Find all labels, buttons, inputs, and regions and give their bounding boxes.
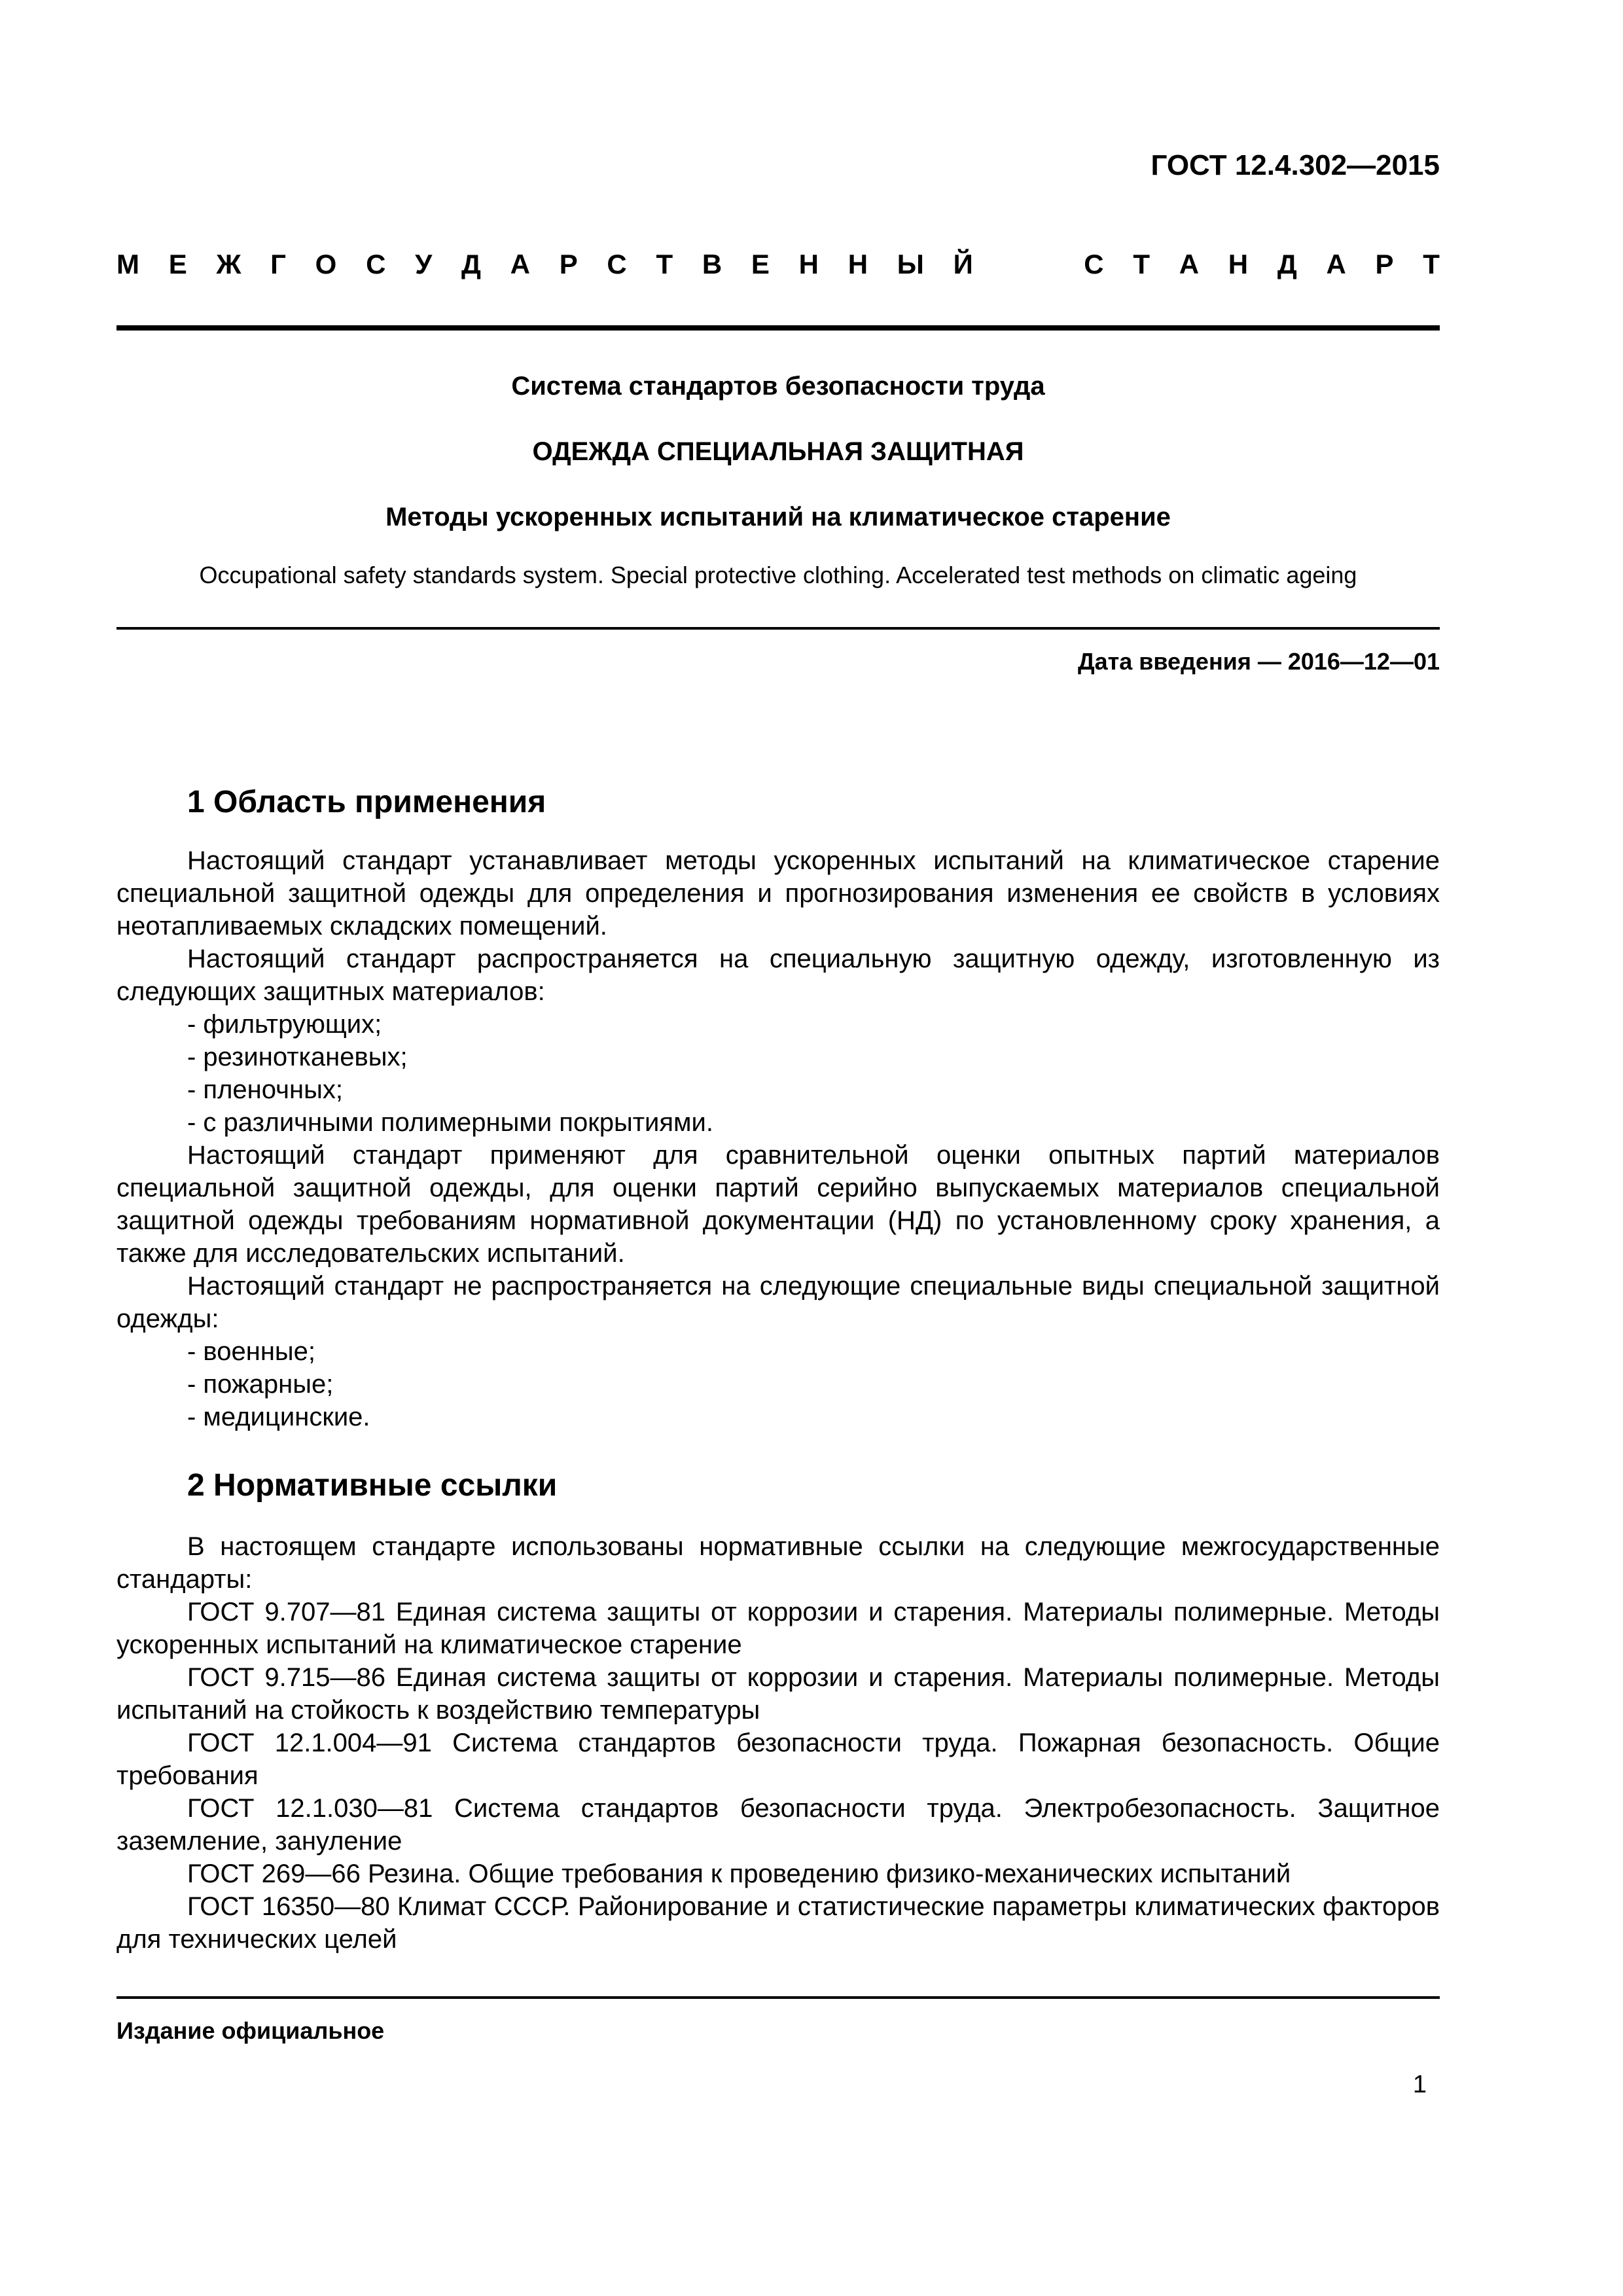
interstate-letter: С	[366, 249, 386, 279]
section-1-paragraph-3: Настоящий стандарт применяют для сравнительной оценки опытных партий материалов специальной защитной одежды, для оценки партий серийно выпускаемых материалов специальной защитной одежды требованиям нормативной документации (НД) по установленному сроку хранения, а также для исследовательских испытаний.	[116, 1141, 1440, 1268]
interstate-letter: Н	[1228, 249, 1249, 279]
document-subtitle: Методы ускоренных испытаний на климатическое старение	[385, 503, 1171, 531]
interstate-letter: Н	[798, 249, 819, 279]
title-rule	[116, 627, 1440, 630]
interstate-letter: А	[1179, 249, 1200, 279]
section-1-paragraph-4: Настоящий стандарт не распространяется на следующие специальные виды специальной защитной одежды:	[116, 1272, 1440, 1333]
word-gap	[1003, 249, 1055, 280]
interstate-letter: Ы	[897, 249, 924, 279]
list-item: - пожарные;	[187, 1370, 334, 1399]
header-rule	[116, 325, 1440, 331]
interstate-letter: С	[1084, 249, 1104, 279]
interstate-letter: Д	[461, 249, 481, 279]
normative-reference: ГОСТ 12.1.004—91 Система стандартов безопасности труда. Пожарная безопасность. Общие требования	[116, 1729, 1440, 1790]
section-2-intro: В настоящем стандарте использованы нормативные ссылки на следующие межгосударственные стандарты:	[116, 1532, 1440, 1594]
section-1-paragraph-1: Настоящий стандарт устанавливает методы ускоренных испытаний на климатическое старение специальной защитной одежды для определения и прогнозирования изменения ее свойств в условиях неотапливаемых складских помещений.	[116, 846, 1440, 941]
interstate-letter: Й	[953, 249, 973, 279]
interstate-letter: А	[510, 249, 530, 279]
page-number: 1	[1412, 2071, 1427, 2098]
list-item: - военные;	[187, 1337, 316, 1366]
interstate-letter: Е	[168, 249, 187, 279]
normative-reference: ГОСТ 16350—80 Климат СССР. Районирование и статистические параметры климатических факторов для технических целей	[116, 1892, 1440, 1954]
list-item: - резинотканевых;	[187, 1043, 408, 1071]
normative-reference: ГОСТ 269—66 Резина. Общие требования к проведению физико-механических испытаний	[187, 1859, 1291, 1888]
section-2-heading: 2 Нормативные ссылки	[187, 1468, 558, 1503]
interstate-letter: С	[607, 249, 627, 279]
list-item: - пленочных;	[187, 1075, 343, 1104]
interstate-letter: Р	[1375, 249, 1394, 279]
interstate-letter: В	[702, 249, 722, 279]
normative-reference: ГОСТ 9.715—86 Единая система защиты от коррозии и старения. Материалы полимерные. Методы испытаний на стойкость к воздействию температуры	[116, 1663, 1440, 1725]
interstate-letter: Ж	[216, 249, 241, 279]
standard-code: ГОСТ 12.4.302—2015	[1150, 149, 1440, 181]
list-item: - медицинские.	[187, 1403, 370, 1431]
interstate-letter: У	[415, 249, 433, 279]
interstate-letter: Г	[270, 249, 286, 279]
list-item: - с различными полимерными покрытиями.	[187, 1108, 713, 1137]
list-item: - фильтрующих;	[187, 1010, 382, 1039]
interstate-letter: Т	[656, 249, 673, 279]
interstate-letter: Р	[559, 249, 578, 279]
interstate-letter: Е	[751, 249, 770, 279]
footer-rule	[116, 1996, 1440, 1999]
interstate-standard-banner	[116, 249, 1440, 280]
normative-reference: ГОСТ 9.707—81 Единая система защиты от коррозии и старения. Материалы полимерные. Методы ускоренных испытаний на климатическое старение	[116, 1598, 1440, 1659]
section-1-heading: 1 Область применения	[187, 785, 546, 819]
interstate-letter: А	[1326, 249, 1346, 279]
document-title: ОДЕЖДА СПЕЦИАЛЬНАЯ ЗАЩИТНАЯ	[532, 437, 1024, 466]
interstate-letter: Д	[1277, 249, 1297, 279]
interstate-letter: Т	[1133, 249, 1150, 279]
system-title: Система стандартов безопасности труда	[511, 372, 1045, 401]
section-1-paragraph-2: Настоящий стандарт распространяется на специальную защитную одежду, изготовленную из следующих защитных материалов:	[116, 944, 1440, 1006]
interstate-letter: О	[315, 249, 337, 279]
interstate-letter: Т	[1423, 249, 1440, 279]
interstate-letter: М	[116, 249, 139, 279]
normative-reference: ГОСТ 12.1.030—81 Система стандартов безопасности труда. Электробезопасность. Защитное заземление, зануление	[116, 1794, 1440, 1856]
english-title: Occupational safety standards system. Special protective clothing. Accelerated test methods on climatic ageing	[199, 562, 1357, 588]
effective-date: Дата введения — 2016—12—01	[1077, 648, 1440, 675]
edition-label: Издание официальное	[116, 2017, 385, 2044]
interstate-letter: Н	[847, 249, 868, 279]
